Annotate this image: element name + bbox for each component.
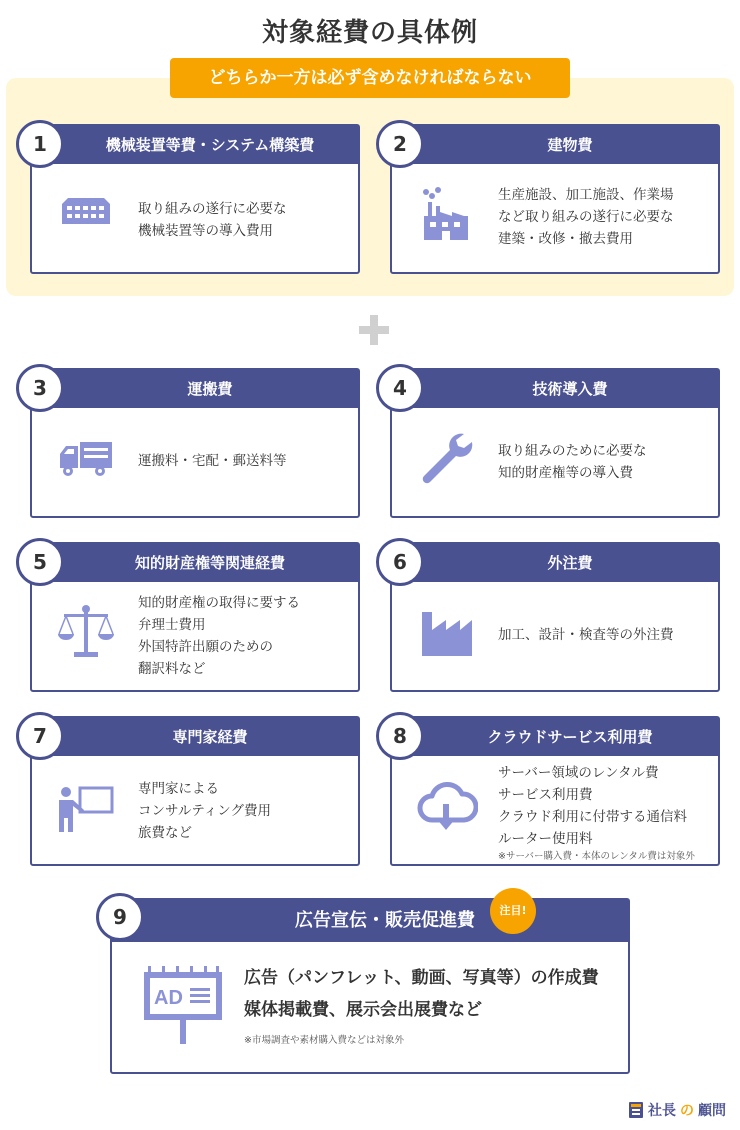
mandatory-banner: どちらか一方は必ず含めなければならない <box>170 58 570 98</box>
card-title: 外注費 <box>392 544 718 582</box>
card-description: サーバー領域のレンタル費 サービス利用費 クラウド利用に付帯する通信料 ルーター使用料 <box>498 765 687 847</box>
card-description: 加工、設計・検査等の外注費 <box>498 627 674 643</box>
brand-name-part1: 社長 <box>648 1103 676 1119</box>
card-number: 8 <box>376 712 424 760</box>
expense-card <box>390 716 720 866</box>
card-title: クラウドサービス利用費 <box>392 718 718 756</box>
card-note: ※サーバー購入費・本体のレンタル費は対象外 <box>498 851 695 862</box>
brand-name-part2: の <box>680 1103 694 1119</box>
card-number: 1 <box>16 120 64 168</box>
card-number: 5 <box>16 538 64 586</box>
expense-card <box>390 124 720 274</box>
card-number: 2 <box>376 120 424 168</box>
card-description: 運搬料・宅配・郵送料等 <box>138 453 287 469</box>
plus-icon <box>354 310 394 350</box>
scales-icon <box>54 600 118 664</box>
brand-name-part3: 顧問 <box>698 1103 726 1119</box>
card-title: 技術導入費 <box>392 370 718 408</box>
expense-card <box>30 716 360 866</box>
factory-building-icon <box>414 182 478 246</box>
expense-card <box>390 542 720 692</box>
attention-badge: 注目! <box>490 888 536 934</box>
factory-icon <box>414 600 478 664</box>
brand-logo[interactable] <box>628 1098 726 1122</box>
card-title: 建物費 <box>392 126 718 164</box>
card-title: 広告宣伝・販売促進費 <box>112 900 628 942</box>
card-title: 知的財産権等関連経費 <box>32 544 358 582</box>
wrench-icon <box>414 426 478 490</box>
card-title: 運搬費 <box>32 370 358 408</box>
card-number: 3 <box>16 364 64 412</box>
card-description: 広告（パンフレット、動画、写真等）の作成費 媒体掲載費、展示会出展費など <box>244 968 599 1020</box>
card-number: 4 <box>376 364 424 412</box>
card-description: 知的財産権の取得に要する 弁理士費用 外国特許出願のための 翻訳料など <box>138 595 300 677</box>
expense-card <box>30 124 360 274</box>
machine-icon <box>54 182 118 246</box>
card-title: 機械装置等費・システム構築費 <box>32 126 358 164</box>
truck-icon <box>54 426 118 490</box>
expense-card <box>390 368 720 518</box>
expense-card <box>30 368 360 518</box>
presenter-icon <box>54 774 118 838</box>
card-note: ※市場調査や素材購入費などは対象外 <box>244 1035 404 1046</box>
card-number: 9 <box>96 893 144 941</box>
card-number: 7 <box>16 712 64 760</box>
brand-mark-icon <box>628 1101 644 1119</box>
card-description: 取り組みのために必要な 知的財産権等の導入費 <box>498 443 647 481</box>
svg-text:AD: AD <box>154 987 183 1009</box>
card-description: 取り組みの遂行に必要な 機械装置等の導入費用 <box>138 201 287 239</box>
card-title: 専門家経費 <box>32 718 358 756</box>
card-description: 生産施設、加工施設、作業場 など取り組みの遂行に必要な 建築・改修・撤去費用 <box>498 187 674 247</box>
card-description: 専門家による コンサルティング費用 旅費など <box>138 781 271 841</box>
card-number: 6 <box>376 538 424 586</box>
cloud-download-icon <box>414 774 478 838</box>
page-title: 対象経費の具体例 <box>261 18 478 48</box>
billboard-icon <box>138 964 228 1044</box>
expense-card <box>30 542 360 692</box>
